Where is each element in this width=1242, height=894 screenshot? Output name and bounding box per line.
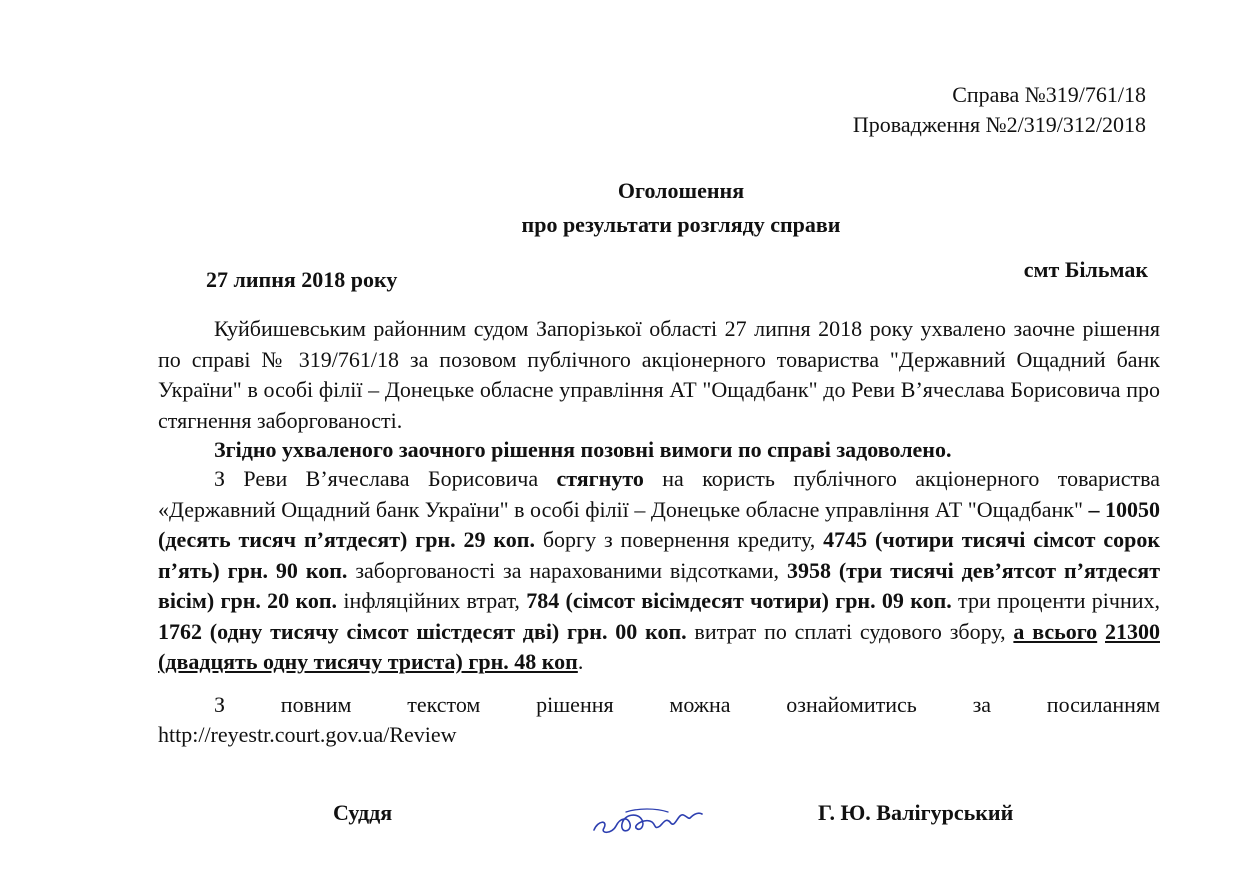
interest-debt-label: заборгованості за нарахованими відсотками, [347,557,787,583]
announcement-title [0,174,1242,242]
paragraph-recovered-amounts [158,464,1160,678]
announcement-body [158,314,1160,751]
court-fee-amount: 1762 (одну тисячу сімсот шістдесят дві) грн. 00 коп. [158,618,687,644]
court-fee-label: витрат по сплаті судового збору, [686,618,1014,644]
paragraph-full-text: З повним текстом рішення можна ознайомитись за посиланням [214,691,1160,717]
decision-place: смт Більмак [1023,257,1148,282]
case-reference [853,80,1146,140]
three-percent-label: три проценти річних, [951,588,1161,613]
review-link[interactable]: http://reyestr.court.gov.ua/Review [158,722,457,747]
loan-debt-label: боргу з повернення кредиту, [534,527,824,552]
paragraph-decision: Куйбишевським районним судом Запорізької області 27 липня 2018 року ухвалено заочне рішення по справі № 319/761/18 за позовом публічного акціонерного товариства "Державний Ощадний банк України" в особі філії – Донецьке обласне управління АТ "Ощадбанк" до Реви В’ячеслава Борисовича про стягнення заборгованості. [158,316,1160,433]
total-label: а всього [1013,618,1098,644]
debtor-text: З Реви В’ячеслава Борисовича [214,466,557,491]
handwritten-signature [590,800,710,840]
proceeding-number: Провадження №2/319/312/2018 [852,112,1146,137]
creditor-text: на користь публічного акціонерного товариства «Державний Ощадний банк України" в особі філії – Донецьке обласне управління АТ "Ощадбанк" [158,466,1161,522]
loan-debt-amount: – 10050 (десять тисяч п’ятдесят) грн. 29 коп. [158,496,1161,552]
total-spacer [1097,619,1105,644]
interest-debt-amount: 4745 (чотири тисячі сімсот сорок п’ять) грн. 90 коп. [158,527,1160,583]
judge-label: Суддя [333,800,393,825]
total-amount: 21300 (двадцять одну тисячу триста) грн. 48 коп [158,618,1160,674]
judge-name: Г. Ю. Валігурський [818,800,1014,825]
three-percent-amount: 784 (сімсот вісімдесят чотири) грн. 09 коп. [526,588,952,613]
paragraph-claims-satisfied: Згідно ухваленого заочного рішення позовні вимоги по справі задоволено. [214,437,952,462]
title-line-1: Оголошення [617,178,745,203]
decision-date: 27 липня 2018 року [206,267,398,292]
inflation-loss-label: інфляційних втрат, [337,588,527,613]
inflation-loss-amount: 3958 (три тисячі дев’ятсот п’ятдесят вісім) грн. 20 коп. [158,557,1161,613]
final-period: . [577,649,584,674]
title-line-2: про результати розгляду справи [521,212,841,237]
case-number: Справа №319/761/18 [952,82,1146,107]
recovered-word: стягнуто [556,466,644,491]
